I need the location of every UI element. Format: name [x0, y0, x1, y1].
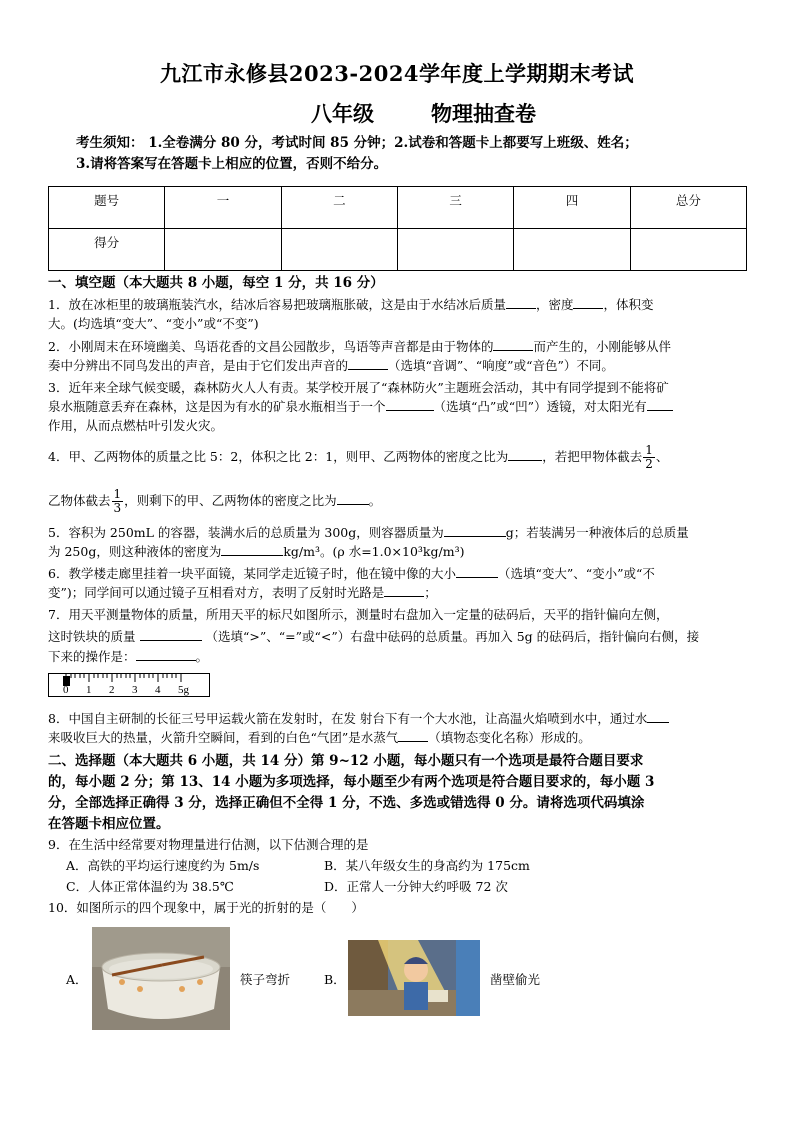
score-cell[interactable]	[281, 229, 397, 271]
exam-title: 九江市永修县2023-2024学年度上学期期末考试	[159, 61, 635, 86]
ruler-label: 2	[109, 684, 115, 696]
answer-blank[interactable]	[456, 565, 498, 578]
ruler-label: 0	[63, 684, 69, 696]
question-5: 5．容积为 250mL 的容器，装满水后的总质量为 300g，则容器质量为 g；若装满另一种液体后的总质量	[48, 525, 689, 540]
question-1-cont: 大。(均选填“变大”、“变小”或“不变”)	[48, 316, 259, 331]
score-header: 题号	[49, 187, 165, 229]
score-cell[interactable]	[165, 229, 281, 271]
question-3: 3．近年来全球气候变暖，森林防火人人有责。某学校开展了“森林防火”主题班会活动，其中有同学提到不能将矿	[48, 380, 669, 395]
question-9: 9．在生活中经常要对物理量进行估测，以下估测合理的是	[48, 837, 369, 852]
answer-blank[interactable]	[384, 584, 424, 597]
answer-blank[interactable]	[647, 398, 673, 411]
score-header: 三	[397, 187, 513, 229]
answer-blank[interactable]	[221, 543, 283, 556]
option-a-caption: 筷子弯折	[240, 972, 291, 987]
answer-blank[interactable]	[444, 524, 506, 537]
question-6-cont: 变”)；同学间可以通过镜子互相看对方，表明了反射时光路是 ；	[48, 585, 437, 600]
question-8: 8．中国自主研制的长征三号甲运载火箭在发射时，在发 射台下有一个大水池，让高温火焰喷到水中，通过水	[48, 709, 752, 728]
question-1: 1．放在冰柜里的玻璃瓶装汽水，结冰后容易把玻璃瓶胀破，这是由于水结冰后质量 ，密度 ，体积变	[48, 297, 654, 312]
question-5-cont: 为 250g，则这种液体的密度为 kg/m³。(ρ 水=1.0×10³kg/m³)	[48, 544, 465, 559]
question-4: 4．甲、乙两物体的质量之比 5：2，体积之比 2：1，则甲、乙两物体的密度之比为 ，若把甲物体截去 $\frac{1}{2}$ 、	[48, 443, 669, 471]
score-row-label: 得分	[49, 229, 165, 271]
notice-line: 3.请将答案写在答题卡上相应的位置，否则不给分。	[76, 156, 388, 172]
question-10: 10．如图所示的四个现象中，属于光的折射的是（ ）	[48, 900, 364, 915]
question-7-cont: 这时铁块的质量 （选填“>”、“=”或“<”）右盘中砝码的总质量。再加入 5g 的砝码后，指针偏向右侧，接	[48, 629, 700, 644]
answer-blank[interactable]	[348, 357, 388, 370]
question-8-cont: 来吸收巨大的热量，火箭升空瞬间，看到的白色“气团”是水蒸气 （填物态变化名称）形成的。	[48, 730, 591, 745]
score-table	[48, 186, 747, 271]
score-cell[interactable]	[514, 229, 630, 271]
answer-blank[interactable]	[508, 448, 542, 461]
fraction: $\frac{1}{3}$	[113, 487, 122, 515]
balance-scale-ruler	[48, 673, 210, 697]
question-4-cont: 乙物体截去 $\frac{1}{3}$ ，则剩下的甲、乙两物体的密度之比为 。	[48, 487, 382, 515]
answer-blank[interactable]	[647, 710, 669, 723]
option-b-label[interactable]: B．	[324, 972, 346, 987]
answer-blank[interactable]	[493, 338, 533, 351]
subject-label: 物理抽查卷	[431, 101, 536, 126]
answer-blank[interactable]	[337, 492, 369, 505]
option-a-label[interactable]: A．	[66, 972, 88, 987]
question-3-cont: 泉水瓶随意丢弃在森林，这是因为有水的矿泉水瓶相当于一个 （选填“凸”或“凹”）透镜，对太阳光有	[48, 397, 752, 416]
grade-label: 八年级	[311, 101, 374, 126]
question-2-cont: 奏中分辨出不同鸟发出的声音，是由于它们发出声音的 （选填“音调”、“响度”或“音色”）不同。	[48, 358, 614, 373]
ruler-ticks	[49, 674, 209, 696]
answer-blank[interactable]	[398, 729, 428, 742]
section2-heading: 二、选择题（本大题共 6 小题，共 14 分）第 9~12 小题，每小题只有一个选项是最符合题目要求 的，每小题 2 分；第 13、14 小题为多项选择，每小题至少有两个选项是符合题目要求的，每小题 3 分，全部选择正确得 3 分，选择正确但不全得 1 分，不选、多选或错选得 0 分。请将选项代码填涂 在答题卡相应位置。	[48, 753, 655, 832]
ruler-label: 4	[155, 684, 161, 696]
score-header: 一	[165, 187, 281, 229]
question-7: 7．用天平测量物体的质量，所用天平的标尺如图所示，测量时右盘加入一定量的砝码后，天平的指针偏向左侧，	[48, 607, 669, 622]
answer-blank[interactable]	[136, 648, 196, 661]
score-cell[interactable]	[397, 229, 513, 271]
question-3-cont: 作用，从而点燃枯叶引发火灾。	[48, 418, 224, 433]
answer-blank[interactable]	[506, 296, 536, 309]
exam-notice	[76, 133, 736, 175]
borrowing-light-image	[348, 940, 480, 1016]
question-7-cont: 下来的操作是： 。	[48, 649, 209, 664]
ruler-label: 1	[86, 684, 92, 696]
option-b[interactable]: B．某八年级女生的身高约为 175cm	[324, 858, 530, 873]
question-2: 2．小刚周末在环境幽美、鸟语花香的文昌公园散步，鸟语等声音都是由于物体的 而产生的，小刚能够从伴	[48, 339, 671, 354]
answer-blank[interactable]	[386, 398, 434, 411]
option-d[interactable]: D．正常人一分钟大约呼吸 72 次	[324, 879, 508, 894]
ruler-label: 3	[132, 684, 138, 696]
option-a[interactable]: A．高铁的平均运行速度约为 5m/s	[66, 858, 260, 873]
score-header: 四	[514, 187, 630, 229]
score-cell[interactable]	[630, 229, 746, 271]
option-b-caption: 凿壁偷光	[490, 972, 541, 987]
answer-blank[interactable]	[573, 296, 603, 309]
answer-blank[interactable]	[140, 628, 202, 641]
bent-chopsticks-image	[92, 927, 230, 1030]
ruler-label: 5g	[178, 684, 189, 696]
section1-heading: 一、填空题（本大题共 8 小题，每空 1 分，共 16 分）	[48, 275, 384, 291]
question-6: 6．教学楼走廊里挂着一块平面镜，某同学走近镜子时，他在镜中像的大小 （选填“变大”、“变小”或“不	[48, 566, 655, 581]
score-header: 总分	[630, 187, 746, 229]
fraction: $\frac{1}{2}$	[645, 443, 653, 471]
notice-line: 考生须知： 1.全卷满分 80 分，考试时间 85 分钟；2.试卷和答题卡上都要写上班级、姓名；	[76, 135, 638, 151]
score-header: 二	[281, 187, 397, 229]
option-c[interactable]: C．人体正常体温约为 38.5℃	[66, 879, 234, 894]
